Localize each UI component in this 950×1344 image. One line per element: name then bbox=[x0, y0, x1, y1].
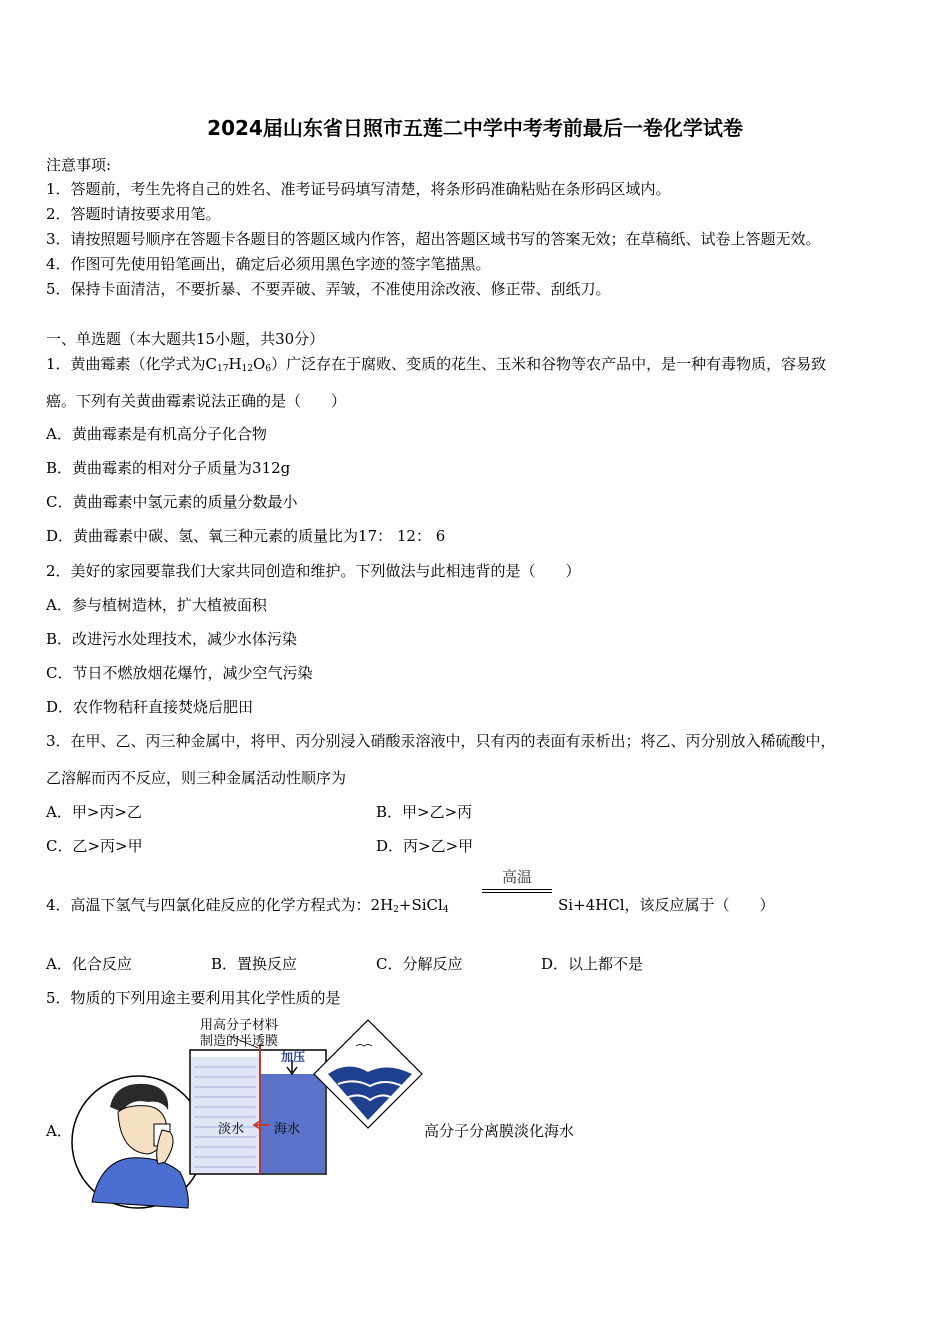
sea-diamond-illustration bbox=[314, 1020, 422, 1128]
equation-bar-top bbox=[482, 889, 552, 890]
section-heading: 一、单选题（本大题共15小题，共30分） bbox=[46, 330, 325, 348]
fresh-water-label: 淡水 bbox=[218, 1122, 245, 1137]
q2-option-d: D．农作物秸秆直接焚烧后肥田 bbox=[46, 698, 254, 716]
q4-mid: +SiCl bbox=[398, 896, 443, 914]
q5-option-a-text: 高分子分离膜淡化海水 bbox=[424, 1122, 575, 1140]
q1-stem-line1 bbox=[46, 353, 826, 374]
membrane-label-2: 制造的半透膜 bbox=[200, 1034, 279, 1049]
notice-heading: 注意事项: bbox=[46, 156, 112, 174]
q4-option-c: C．分解反应 bbox=[376, 955, 463, 973]
q3-option-b: B．甲>乙>丙 bbox=[376, 803, 473, 821]
q3-stem-line2: 乙溶解而丙不反应，则三种金属活动性顺序为 bbox=[46, 769, 347, 787]
q1-formula-o: O bbox=[253, 355, 266, 373]
q1-formula-c-sub: 17 bbox=[217, 364, 229, 374]
pressure-label: 加压 bbox=[281, 1050, 306, 1064]
q1-formula-c: C bbox=[205, 355, 218, 373]
q1-option-d: D．黄曲霉素中碳、氢、氧三种元素的质量比为17： 12： 6 bbox=[46, 527, 446, 545]
reaction-condition bbox=[482, 866, 552, 893]
q3-option-d: D．丙>乙>甲 bbox=[376, 837, 474, 855]
q2-option-c: C．节日不燃放烟花爆竹，减少空气污染 bbox=[46, 664, 313, 682]
q4-h-sub: 2 bbox=[393, 905, 399, 915]
notice-item-1: 1．答题前，考生先将自己的姓名、准考证号码填写清楚，将条形码准确粘贴在条形码区域内。 bbox=[46, 180, 671, 198]
reaction-condition-label: 高温 bbox=[501, 868, 532, 886]
q4-cl-sub: 4 bbox=[442, 905, 449, 915]
q1-formula-h: H bbox=[228, 355, 242, 373]
q2-stem: 2．美好的家园要靠我们大家共同创造和维护。下列做法与此相违背的是（ ） bbox=[46, 562, 581, 580]
q1-formula-o-sub: 6 bbox=[265, 364, 272, 374]
q2-option-a: A．参与植树造林，扩大植被面积 bbox=[46, 596, 267, 614]
page-title: 2024届山东省日照市五莲二中学中考考前最后一卷化学试卷 bbox=[207, 116, 743, 140]
q5-stem: 5．物质的下列用途主要利用其化学性质的是 bbox=[46, 989, 341, 1007]
notice-item-3: 3．请按照题号顺序在答题卡各题目的答题区域内作答，超出答题区域书写的答案无效；在草稿纸、试卷上答题无效。 bbox=[46, 230, 821, 248]
q1-formula bbox=[206, 355, 272, 373]
osmosis-tank bbox=[190, 1036, 326, 1174]
sea-water-label: 海水 bbox=[274, 1122, 301, 1137]
membrane-label-1: 用高分子材料 bbox=[200, 1018, 279, 1033]
notice-item-2: 2．答题时请按要求用笔。 bbox=[46, 205, 221, 223]
desalination-figure bbox=[70, 1012, 430, 1227]
notice-item-5: 5．保持卡面清洁，不要折暴、不要弄破、弄皱，不准使用涂改液、修正带、刮纸刀。 bbox=[46, 280, 611, 298]
q1-stem-line2: 癌。下列有关黄曲霉素说法正确的是（ ） bbox=[46, 392, 347, 410]
q4-prefix: 4．高温下氢气与四氯化硅反应的化学方程式为：2H bbox=[46, 896, 394, 914]
q4-suffix: Si+4HCl，该反应属于（ ） bbox=[558, 896, 775, 914]
q1-option-b: B．黄曲霉素的相对分子质量为312g bbox=[46, 459, 291, 477]
q5-option-a-label: A． bbox=[46, 1122, 72, 1140]
q3-stem-line1: 3．在甲、乙、丙三种金属中，将甲、丙分别浸入硝酸汞溶液中，只有丙的表面有汞析出；将乙、丙分别放入稀硫酸中， bbox=[46, 732, 836, 750]
q1-option-c: C．黄曲霉素中氢元素的质量分数最小 bbox=[46, 493, 298, 511]
notice-item-4: 4．作图可先使用铅笔画出，确定后必须用黑色字迹的签字笔描黑。 bbox=[46, 255, 491, 273]
q4-option-d: D．以上都不是 bbox=[541, 955, 644, 973]
q4-option-a: A．化合反应 bbox=[46, 955, 132, 973]
q3-option-a: A．甲>丙>乙 bbox=[46, 803, 142, 821]
q4-stem-left bbox=[46, 894, 449, 915]
q3-option-c: C．乙>丙>甲 bbox=[46, 837, 143, 855]
person-drinking-illustration bbox=[72, 1076, 204, 1208]
q1-prefix: 1．黄曲霉素（化学式为 bbox=[46, 355, 206, 373]
equation-bar-bottom bbox=[482, 892, 552, 893]
q1-suffix: ）广泛存在于腐败、变质的花生、玉米和谷物等农产品中，是一种有毒物质，容易致 bbox=[271, 355, 827, 373]
q4-option-b: B．置换反应 bbox=[211, 955, 298, 973]
q1-option-a: A．黄曲霉素是有机高分子化合物 bbox=[46, 425, 267, 443]
q1-formula-h-sub: 12 bbox=[241, 364, 254, 374]
q2-option-b: B．改进污水处理技术，减少水体污染 bbox=[46, 630, 298, 648]
